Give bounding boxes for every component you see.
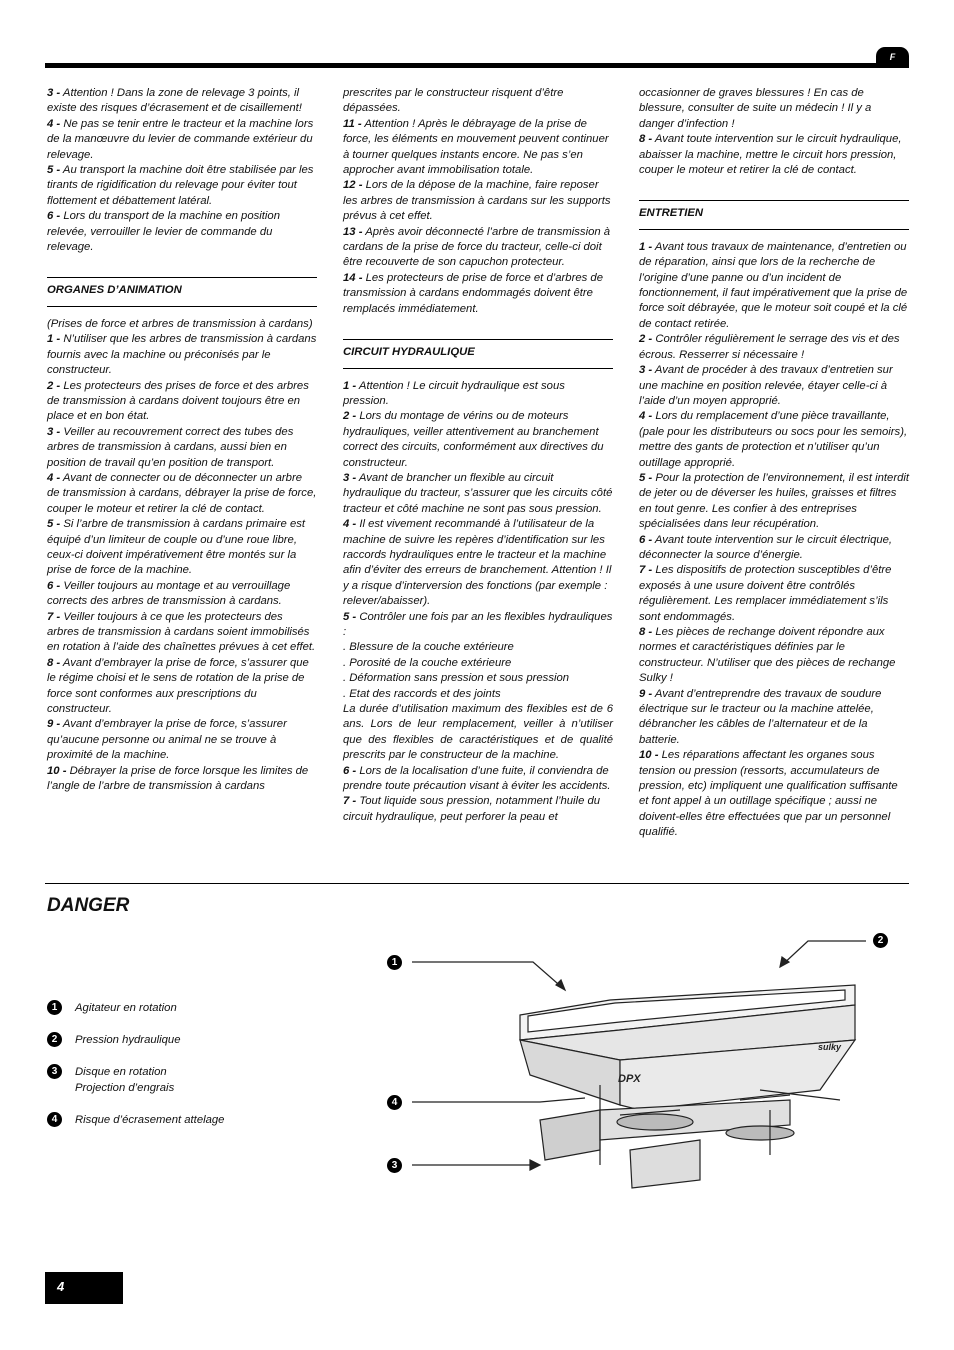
bullet: . Porosité de la couche extérieure — [343, 656, 512, 669]
paragraph: 5 - Si l’arbre de transmission à cardans primaire est équipé d’un limiteur de couple ou d’une roue libre, ceux-ci doivent impérativement être montés sur la prise de force de la machine. — [47, 518, 306, 577]
paragraph: 4 - Ne pas se tenir entre le tracteur et la machine lors de la manœuvre du levier de commande extérieur du relevage. — [47, 117, 314, 161]
paragraph: prescrites par le constructeur risquent d’être dépassées. — [343, 87, 564, 115]
paragraph: 9 - Avant d’embrayer la prise de force, s’assurer qu’aucune personne ou animal ne se trouve à proximité de la machine. — [47, 718, 287, 762]
paragraph: 13 - Après avoir déconnecté l’arbre de transmission à cardans de la prise de force du tracteur, celle-ci doit être recouverte de son capuchon protecteur. — [343, 225, 611, 269]
paragraph: 2 - Les protecteurs des prises de force et des arbres de transmission à cardans doivent toujours être en place et en bon état. — [47, 379, 309, 423]
section-heading-hydraulique: CIRCUIT HYDRAULIQUE — [343, 339, 613, 368]
section-heading-entretien: ENTRETIEN — [639, 200, 909, 229]
callout-2: 2 — [873, 933, 888, 948]
model-label: DPX — [618, 1073, 641, 1085]
bullet: . Blessure de la couche extérieure — [343, 641, 514, 654]
callout-line-1 — [412, 962, 565, 990]
section-divider — [45, 883, 909, 884]
number-badge: 2 — [47, 1032, 62, 1047]
paragraph: (Prises de force et arbres de transmission à cardans) — [47, 317, 313, 330]
paragraph: 5 - Au transport la machine doit être stabilisée par les tirants de rigidification du relevage pour éviter tout flottement et débattement latéral. — [47, 164, 314, 207]
callout-3: 3 — [387, 1158, 402, 1173]
paragraph: 5 - Pour la protection de l’environnement, il est interdit de jeter ou de déverser les huiles, graisses et filtres en tout genre. Les confier à des entreprises spécialisées dans leur récupération. — [639, 471, 910, 531]
paragraph: 2 - Lors du montage de vérins ou de moteurs hydrauliques, veiller attentivement au branchement correct des circuits, conformément aux directives du constructeur. — [343, 410, 604, 469]
brand-logo: sulky — [818, 1042, 842, 1052]
column-3 — [639, 86, 909, 841]
paragraph: 4 - Lors du remplacement d’une pièce travaillante, (pale pour les distributeurs ou socs pour les semoirs), mettre des gants de protection et n’utiliser qu’un outillage approprié. — [639, 410, 908, 469]
paragraph: 4 - Avant de connecter ou de déconnecter un arbre de transmission à cardans, débrayer la prise de force, couper le moteur et retirer la clé de contact. — [47, 471, 317, 515]
paragraph: occasionner de graves blessures ! En cas de blessure, consulter de suite un médecin ! Il y a danger d’infection ! — [639, 87, 872, 130]
column-2 — [343, 86, 613, 825]
paragraph: 12 - Lors de la dépose de la machine, faire reposer les arbres de transmission à cardans sur les supports prévus à cet effet. — [343, 179, 611, 223]
paragraph: 5 - Contrôler une fois par an les flexibles hydrauliques : — [343, 610, 613, 638]
legend-text — [75, 1064, 174, 1096]
paragraph: 2 - Contrôler régulièrement le serrage des vis et des écrous. Resserrer si nécessaire ! — [639, 333, 900, 361]
paragraph: 11 - Attention ! Après le débrayage de la prise de force, les éléments en mouvement peuvent continuer à tourner quelques instants encore. Ne pas s’en approcher avant immobilisation totale. — [343, 117, 609, 177]
legend-text: Pression hydraulique — [75, 1034, 181, 1046]
number-badge: 3 — [47, 1064, 62, 1079]
paragraph: La durée d’utilisation maximum des flexibles est de 6 ans. Lors de leur remplacement, veiller à n’utiliser que des flexibles de caractéristiques et de qualité prescrits par le constructeur de la machine. — [343, 703, 613, 762]
paragraph: 9 - Avant d’entreprendre des travaux de soudure électrique sur le tracteur ou la machine attelée, débrancher les câbles de l’alternateur et de la batterie. — [639, 687, 882, 746]
paragraph: 6 - Avant toute intervention sur le circuit électrique, déconnecter la source d’énergie. — [639, 533, 893, 561]
section-heading-organes: ORGANES D’ANIMATION — [47, 277, 317, 306]
callout-4: 4 — [387, 1095, 402, 1110]
callout-line-4 — [412, 1098, 585, 1102]
callout-line-2 — [780, 941, 866, 967]
legend-text: Agitateur en rotation — [75, 1002, 177, 1014]
paragraph: 3 - Attention ! Dans la zone de relevage 3 points, il existe des risques d’écrasement et de cisaillement! — [47, 87, 302, 115]
bullet: . Déformation sans pression et sous pression — [343, 672, 570, 685]
number-badge: 4 — [47, 1112, 62, 1127]
legend-line: Disque en rotation — [75, 1066, 167, 1078]
legend-text: Risque d’écrasement attelage — [75, 1114, 225, 1126]
paragraph: 7 - Tout liquide sous pression, notamment l’huile du circuit hydraulique, peut perforer la peau et — [343, 795, 601, 823]
top-rule — [45, 63, 909, 68]
paragraph: 7 - Veiller toujours à ce que les protecteurs des arbres de transmission à cardans soient immobilisés en rotation à l’aide des chaînettes prévues à cet effet. — [47, 610, 316, 654]
paragraph: 10 - Les réparations affectant les organes sous tension ou pression (ressorts, accumulateurs de pression, etc) impliquent une qualification suffisante et font appel à un outillage spécifique ; aussi ne doivent-elles être effectuées que par un personnel qualifié. — [639, 749, 898, 839]
page-number: 4 — [45, 1272, 123, 1304]
paragraph: 6 - Veiller toujours au montage et au verrouillage corrects des arbres de transmission à cardans. — [47, 579, 291, 608]
paragraph: 10 - Débrayer la prise de force lorsque les limites de l’angle de l’arbre de transmission à cardans — [47, 764, 309, 793]
callout-1: 1 — [387, 955, 402, 970]
paragraph: 6 - Lors du transport de la machine en position relevée, verrouiller le levier de commande du relevage. — [47, 210, 280, 254]
paragraph: 8 - Les pièces de rechange doivent répondre aux normes et caractéristiques définies par le constructeur. N’utiliser que des pièces de rechange Sulky ! — [639, 626, 896, 685]
paragraph: 8 - Avant d’embrayer la prise de force, s’assurer que le régime choisi et le sens de rotation de la prise de force sont conformes aux prescriptions du constructeur. — [47, 656, 309, 716]
paragraph: 8 - Avant toute intervention sur le circuit hydraulique, abaisser la machine, mettre le circuit hors pression, couper le moteur et retirer la clé de contact. — [639, 133, 902, 177]
paragraph: 7 - Les dispositifs de protection susceptibles d’être exposés à une usure doivent être contrôlés régulièrement. Les remplacer immédiatement s’ils sont endommagés. — [639, 564, 892, 623]
paragraph: 1 - N’utiliser que les arbres de transmission à cardans fournis avec la machine ou préconisés par le constructeur. — [47, 333, 317, 377]
paragraph: 1 - Attention ! Le circuit hydraulique est sous pression. — [343, 379, 565, 407]
language-tab: F — [876, 47, 909, 68]
column-1 — [47, 86, 317, 794]
danger-title: DANGER — [47, 895, 130, 916]
paragraph: 6 - Lors de la localisation d’une fuite, il conviendra de prendre toute précaution visant à éviter les accidents. — [343, 764, 611, 793]
paragraph: 4 - Il est vivement recommandé à l’utilisateur de la machine de suivre les repères d’identification sur les raccords hydrauliques entre le tracteur et la machine afin d’éviter des erreurs de branchement. Attention ! Il y a risque d’interversion des fonctions (par exemple : relever/abaisser). — [343, 518, 612, 608]
number-badge: 1 — [47, 1000, 62, 1015]
bullet: . Etat des raccords et des joints — [343, 687, 501, 700]
legend-item — [47, 1032, 224, 1048]
paragraph: 3 - Veiller au recouvrement correct des tubes des arbres de transmission à cardans, aussi bien en position de travail qu’en position de transport. — [47, 425, 294, 469]
paragraph: 3 - Avant de procéder à des travaux d’entretien sur une machine en position relevée, étayer celle-ci à l’aide d’un moyen approprié. — [639, 364, 893, 407]
paragraph: 14 - Les protecteurs de prise de force et d’arbres de transmission à cardans endommagés doivent être remplacés immédiatement. — [343, 271, 603, 315]
spreader-illustration — [380, 920, 900, 1200]
legend-item — [47, 1112, 224, 1128]
legend-item — [47, 1064, 224, 1096]
legend-item — [47, 1000, 224, 1016]
paragraph: 1 - Avant tous travaux de maintenance, d’entretien ou de réparation, ainsi que lors de la recherche de l’origine d’une panne ou d’un incident de fonctionnement, il faut impérativement que la prise de force soit débrayée, que le moteur soit coupé et la clé de contact retirée. — [639, 240, 908, 330]
legend-line: Projection d’engrais — [75, 1082, 175, 1094]
danger-legend — [47, 1000, 224, 1144]
paragraph: 3 - Avant de brancher un flexible au circuit hydraulique du tracteur, s’assurer que les circuits côté tracteur et côté machine ne sont pas sous pression. — [343, 471, 613, 515]
